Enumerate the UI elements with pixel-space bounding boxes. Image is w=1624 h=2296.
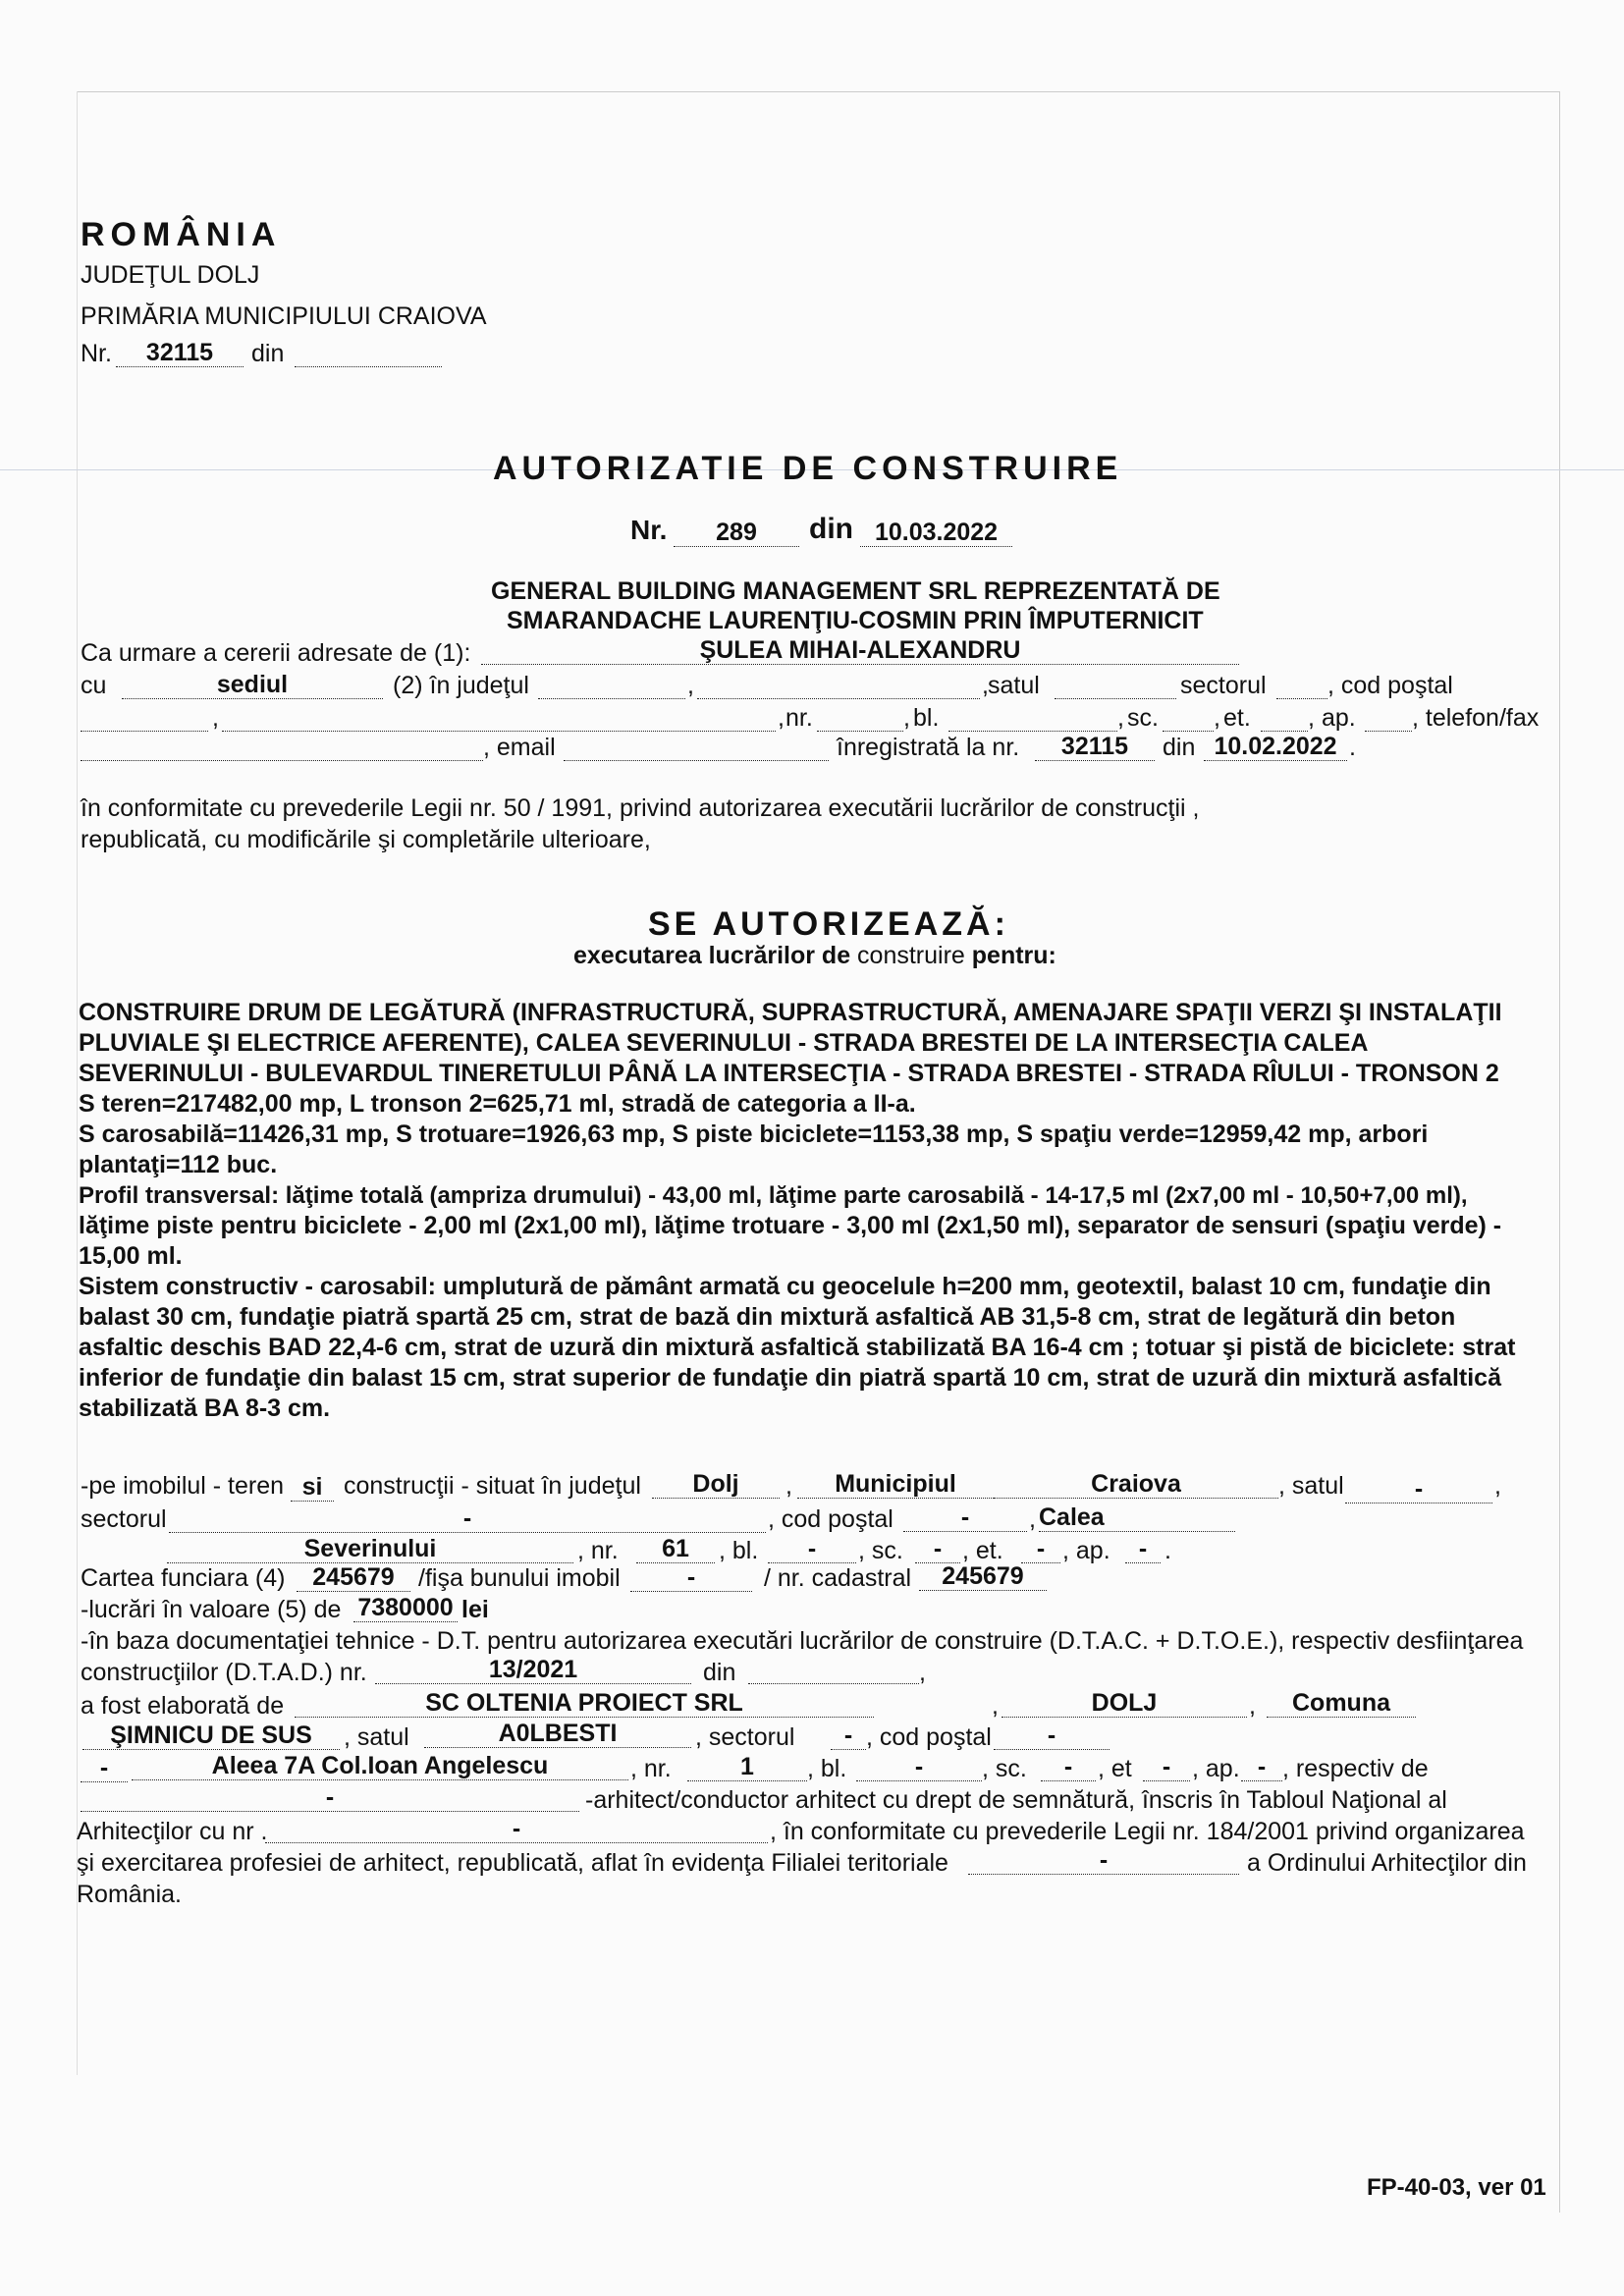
description-line: PLUVIALE ŞI ELECTRICE AFERENTE), CALEA SEVERINULUI - STRADA BRESTEI DE LA INTERSECŢIA CALEA [79, 1029, 1369, 1057]
header-din-label: din [251, 340, 285, 367]
description-line: 15,00 ml. [79, 1242, 183, 1270]
applicant-telefon-label: , telefon/fax [1412, 704, 1540, 732]
scan-frame-right [1559, 91, 1560, 2213]
property-fisa-label: /fişa bunului imobil [418, 1564, 621, 1592]
document-title: AUTORIZATIE DE CONSTRUIRE [493, 450, 1123, 487]
property-sectorul-value: - [169, 1504, 766, 1533]
header-nr-label: Nr. [81, 340, 112, 367]
property-cf-value: 245679 [297, 1563, 410, 1592]
applicant-bl-value [948, 703, 1117, 732]
doc-ap-label: , ap. [1192, 1755, 1240, 1782]
doc-sectorul-label: , sectorul [695, 1723, 795, 1751]
applicant-name-line2: SMARANDACHE LAURENŢIU-COSMIN PRIN ÎMPUTERNICIT [507, 607, 1204, 634]
doc-din-label: din [703, 1659, 736, 1686]
property-strada-value: Severinului [167, 1535, 573, 1563]
property-cadastral-label: / nr. cadastral [764, 1564, 912, 1592]
description-line: SEVERINULUI - BULEVARDUL TINERETULUI PÂNĂ LA INTERSECŢIA - STRADA BRESTEI - STRADA RÎULUI - TRONSON 2 [79, 1060, 1499, 1087]
description-line: lăţime piste pentru biciclete - 2,00 ml (2x1,00 ml), lăţime trotuare - 3,00 ml (2x1,50 ml), separator de sensuri (spaţiu verde) - [79, 1212, 1502, 1239]
doc-nr-value: 1 [687, 1753, 807, 1781]
applicant-cu-value: sediul [122, 671, 383, 699]
applicant-sc-label: sc. [1127, 704, 1159, 732]
legal-line2: republicată, cu modificările şi completările ulterioare, [81, 826, 651, 853]
description-line: inferior de fundaţie din balast 15 cm, strat superior de fundaţie din piatră spartă 10 cm, strat de uzură din mixtură asfaltică [79, 1364, 1501, 1392]
property-sc-value: - [915, 1535, 960, 1563]
applicant-localitate-value [697, 671, 980, 699]
property-oras-value: Craiova [994, 1470, 1278, 1499]
doc-satul-value: A0LBESTI [424, 1720, 691, 1748]
doc-cod-postal-label: , cod poştal [866, 1723, 992, 1751]
applicant-et-value [1261, 703, 1308, 732]
description-line: balast 30 cm, fundaţie piatră spartă 25 cm, strat de bază din mixtură asfaltică AB 31,5-8 cm, strat de legătură din beton [79, 1303, 1456, 1331]
property-satul-value: - [1345, 1475, 1492, 1503]
property-cadastral-value: 245679 [919, 1562, 1047, 1591]
description-line: Profil transversal: lăţime totală (ampriza drumului) - 43,00 ml, lăţime parte carosabilă - 14-17,5 ml (2x7,00 ml - 10,50+7,00 ml), [79, 1182, 1468, 1209]
property-si-value: si [291, 1473, 334, 1502]
header-din-value [295, 339, 442, 367]
applicant-reg-date: 10.02.2022 [1204, 733, 1347, 761]
doc-prefix-value: - [81, 1754, 128, 1782]
property-sectorul-label: sectorul [81, 1505, 167, 1533]
doc-sectorul-value: - [831, 1722, 866, 1750]
doc-dt-nr-value: 13/2021 [375, 1656, 691, 1684]
doc-et-label: , et [1098, 1755, 1132, 1782]
applicant-nr-value [817, 703, 903, 732]
authorization-description [79, 998, 1515, 1424]
description-line: Sistem constructiv - carosabil: umplutură de pământ armată cu geocelule h=200 mm, geotextil, balast 10 cm, fundaţie din [79, 1273, 1491, 1300]
applicant-reg-nr: 32115 [1035, 733, 1155, 761]
doc-arh-cu-nr-label: Arhitecţilor cu nr . [77, 1818, 268, 1845]
applicant-cod-postal-value [81, 703, 208, 732]
doc-respectiv-label: , respectiv de [1282, 1755, 1429, 1782]
property-ap-value: - [1125, 1535, 1161, 1563]
title-nr-label: Nr. [630, 515, 668, 545]
description-line: CONSTRUIRE DRUM DE LEGĂTURĂ (INFRASTRUCTURĂ, SUPRASTRUCTURĂ, AMENAJARE SPAŢII VERZI ŞI INSTALAŢII [79, 999, 1502, 1026]
property-bl-value: - [768, 1535, 856, 1563]
applicant-sc-value [1163, 703, 1214, 732]
applicant-ap-value [1365, 703, 1412, 732]
property-satul-label: , satul [1278, 1472, 1344, 1500]
applicant-sectorul-value [1276, 671, 1327, 699]
doc-din-value [748, 1656, 919, 1684]
applicant-strada-value [222, 703, 776, 732]
header-nr-value: 32115 [116, 339, 244, 367]
property-et-label: , et. [962, 1537, 1003, 1564]
property-valoare-value: 7380000 [353, 1594, 458, 1622]
applicant-judet-label: (2) în judeţul [393, 672, 529, 699]
doc-line1: -în baza documentaţiei tehnice - D.T. pentru autorizarea executări lucrărilor de construire (D.T.A.C. + D.T.O.E.), respectiv desfiinţarea [81, 1627, 1524, 1655]
doc-arhitect-value: - [81, 1783, 579, 1812]
doc-constructii-label: construcţiilor (D.T.A.D.) nr. [81, 1659, 367, 1686]
header-county: JUDEŢUL DOLJ [81, 261, 260, 289]
doc-sc-value: - [1041, 1753, 1096, 1781]
property-valoare-unit: lei [461, 1596, 489, 1623]
header-office: PRIMĂRIA MUNICIPIULUI CRAIOVA [81, 302, 487, 330]
applicant-email-label: , email [483, 734, 556, 761]
doc-filiala-value: - [968, 1846, 1239, 1875]
property-cod-postal-value: - [903, 1503, 1027, 1532]
property-nr-value: 61 [636, 1535, 715, 1563]
property-bl-label: , bl. [719, 1537, 759, 1564]
property-fisa-value: - [630, 1563, 752, 1592]
applicant-judet-value [538, 671, 685, 699]
doc-romania-label: România. [77, 1881, 182, 1908]
applicant-email-value [564, 733, 829, 761]
property-cf-label: Cartea funciara (4) [81, 1564, 286, 1592]
doc-satul-label: , satul [344, 1723, 409, 1751]
applicant-nr-label: nr. [785, 704, 813, 732]
doc-arhitect-label: -arhitect/conductor arhitect cu drept de semnătură, înscris în Tabloul Naţional al [585, 1786, 1447, 1814]
description-line: plantaţi=112 buc. [79, 1151, 278, 1178]
property-ap-label: , ap. [1062, 1537, 1110, 1564]
property-nr-label: , nr. [577, 1537, 619, 1564]
doc-strada-value: Aleea 7A Col.Ioan Angelescu [132, 1752, 628, 1780]
property-et-value: - [1021, 1535, 1060, 1563]
applicant-satul-value [1055, 671, 1176, 699]
property-constructii-label: construcţii - situat în judeţul [344, 1472, 641, 1500]
applicant-ap-label: ap. [1322, 704, 1356, 732]
doc-arh-nr-value: - [265, 1815, 768, 1843]
property-cod-postal-label: , cod poştal [768, 1505, 893, 1533]
title-din-label: din [809, 513, 853, 545]
property-calea-value: Calea [1039, 1503, 1235, 1532]
description-line: asfaltic deschis BAD 22,4-6 cm, strat de uzură din mixtură asfaltică stabilizată BA 16-4 cm ; totuar şi pistă de biciclete: strat [79, 1334, 1516, 1361]
applicant-name-line3: ŞULEA MIHAI-ALEXANDRU [481, 636, 1239, 665]
title-nr-value: 289 [674, 519, 799, 547]
applicant-reg-din-label: din [1163, 734, 1196, 761]
doc-lege-label: , în conformitate cu prevederile Legii nr. 184/2001 privind organizarea [770, 1818, 1525, 1845]
applicant-intro-label: Ca urmare a cererii adresate de (1): [81, 639, 471, 667]
doc-et-value: - [1143, 1753, 1190, 1781]
applicant-cu-label: cu [81, 672, 107, 699]
authorization-heading: SE AUTORIZEAZĂ: [648, 905, 1009, 943]
authorization-subheading: executarea lucrărilor de construire pentru: [573, 942, 1056, 969]
doc-comuna-name: ŞIMNICU DE SUS [82, 1722, 340, 1750]
property-judet-value: Dolj [652, 1470, 780, 1499]
doc-bl-label: , bl. [807, 1755, 847, 1782]
applicant-reg-label: înregistrată la nr. [837, 734, 1020, 761]
description-line: stabilizată BA 8-3 cm. [79, 1394, 331, 1422]
doc-bl-value: - [856, 1753, 982, 1781]
property-sc-label: , sc. [858, 1537, 903, 1564]
title-date-value: 10.03.2022 [860, 519, 1012, 547]
doc-cod-postal-value: - [994, 1722, 1110, 1750]
applicant-cod-postal-label: , cod poştal [1327, 672, 1453, 699]
doc-comuna-value: Comuna [1267, 1689, 1416, 1718]
property-municipiul-value: Municipiul [797, 1470, 994, 1499]
applicant-name-line1: GENERAL BUILDING MANAGEMENT SRL REPREZENTATĂ DE [491, 577, 1220, 605]
doc-exercitare-label: şi exercitarea profesiei de arhitect, republicată, aflat în evidenţa Filialei teritoriale [77, 1849, 948, 1877]
property-valoare-label: -lucrări în valoare (5) de [81, 1596, 342, 1623]
doc-ordin-label: a Ordinului Arhitecţilor din [1247, 1849, 1527, 1877]
applicant-satul-label: satul [988, 672, 1040, 699]
applicant-telefon-value [81, 733, 483, 761]
doc-judet-value: DOLJ [1001, 1689, 1247, 1718]
doc-nr-label: , nr. [630, 1755, 672, 1782]
description-line: S carosabilă=11426,31 mp, S trotuare=1926,63 mp, S piste biciclete=1153,38 mp, S spaţiu verde=12959,42 mp, arbori [79, 1121, 1429, 1148]
applicant-sectorul-label: sectorul [1180, 672, 1267, 699]
property-pe-imobilul-label: -pe imobilul - teren [81, 1472, 285, 1500]
doc-firma-value: SC OLTENIA PROIECT SRL [295, 1689, 874, 1718]
applicant-bl-label: bl. [913, 704, 940, 732]
doc-sc-label: , sc. [982, 1755, 1027, 1782]
applicant-et-label: et. [1223, 704, 1251, 732]
doc-ap-value: - [1241, 1753, 1282, 1781]
doc-elaborata-label: a fost elaborată de [81, 1692, 285, 1720]
header-country: ROMÂNIA [81, 216, 282, 253]
legal-line1: în conformitate cu prevederile Legii nr. 50 / 1991, privind autorizarea executării lucrărilor de construcţii , [81, 794, 1200, 822]
description-line: S teren=217482,00 mp, L tronson 2=625,71 ml, stradă de categoria a II-a. [79, 1090, 916, 1118]
scan-frame-left [77, 91, 78, 2075]
footer-form-code: FP-40-03, ver 01 [1367, 2174, 1546, 2201]
scan-frame-top [77, 91, 1559, 92]
